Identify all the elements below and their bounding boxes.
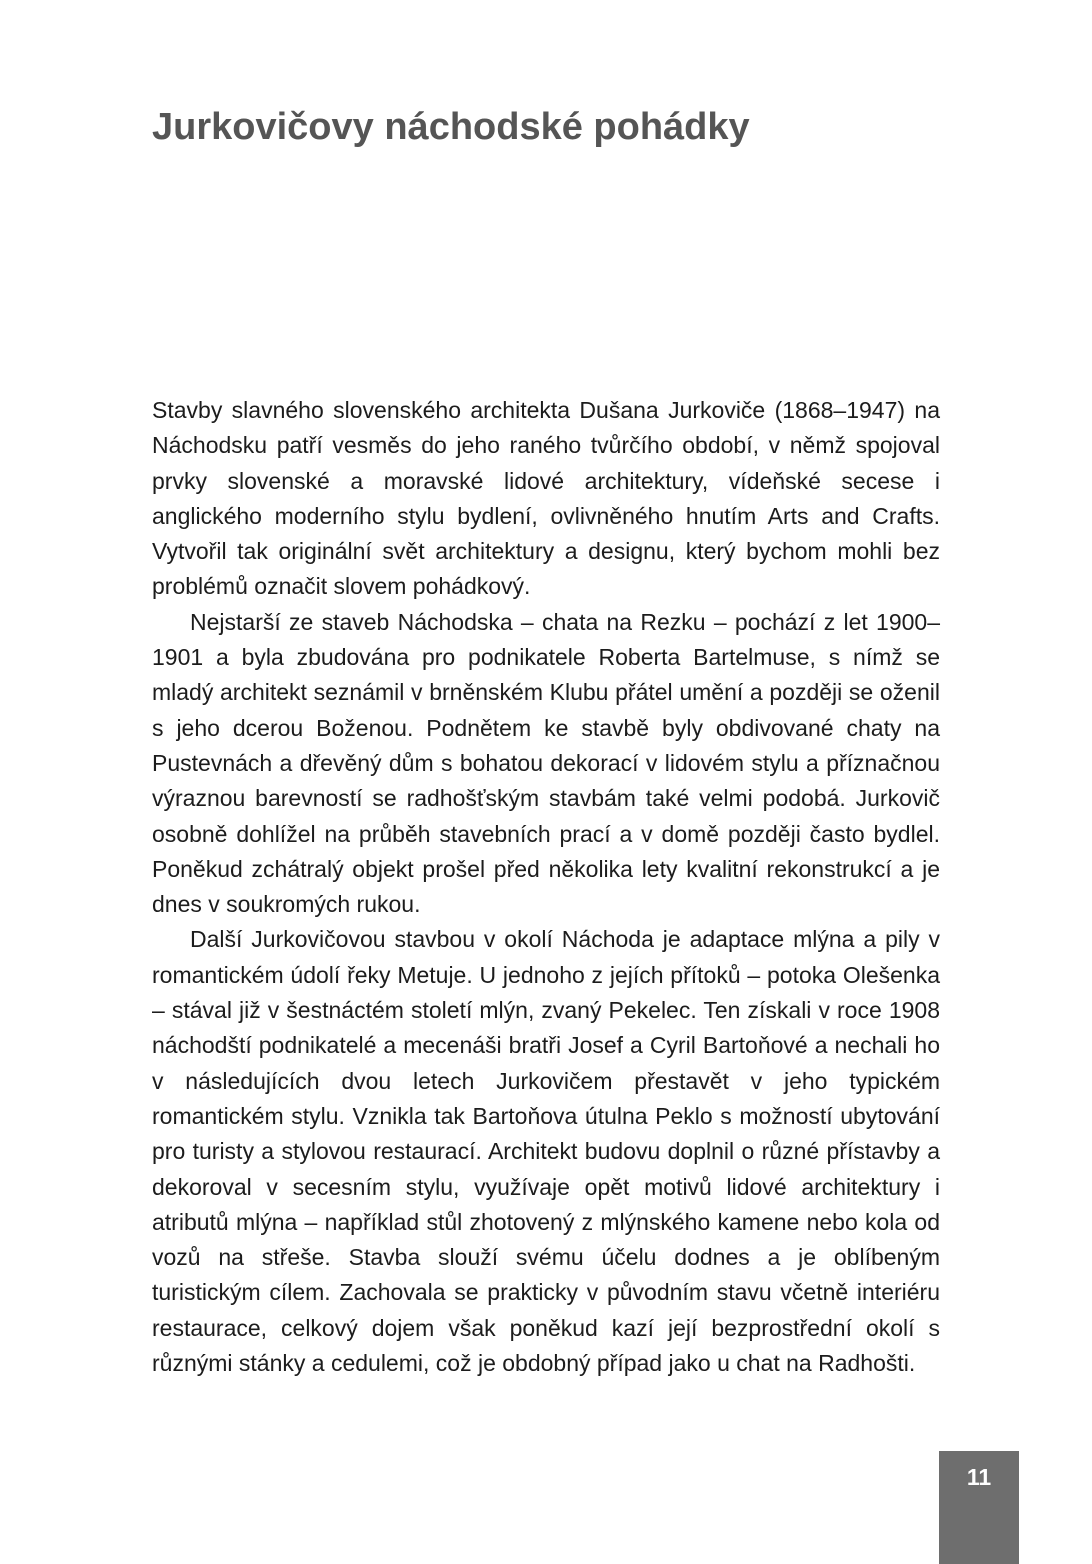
page-title: Jurkovičovy náchodské pohádky	[152, 106, 750, 148]
page-number-tab	[939, 1451, 1019, 1564]
paragraph-2: Nejstarší ze staveb Náchodska – chata na Rezku – pochází z let 1900–1901 a byla zbudována pro podnikatele Roberta Bartelmuse, s nímž se mladý architekt seznámil v brněnském Klubu přátel umění a později se oženil s jeho dcerou Boženou. Podnětem ke stavbě byly obdivované chaty na Pustevnách a dřevěný dům s bohatou dekorací v lidovém stylu a příznačnou výraznou barevností se radhošťským stavbám také velmi podobá. Jurkovič osobně dohlížel na průběh stavebních prací a v domě později často bydlel. Poněkud zchátralý objekt prošel před několika lety kvalitní rekonstrukcí a je dnes v soukromých rukou.	[152, 608, 940, 918]
page-number: 11	[966, 1464, 992, 1490]
article-body	[152, 393, 940, 1381]
paragraph-1: Stavby slavného slovenského architekta Dušana Jurkoviče (1868–1947) na Náchodsku patří vesměs do jeho raného tvůrčího období, v němž spojoval prvky slovenské a moravské lidové architektury, vídeňské secese i anglického moderního stylu bydlení, ovlivněného hnutím Arts and Crafts. Vytvořil tak originální svět architektury a designu, který bychom mohli bez problémů označit slovem pohádkový.	[152, 397, 940, 600]
paragraph-3: Další Jurkovičovou stavbou v okolí Náchoda je adaptace mlýna a pily v romantickém údolí řeky Metuje. U jednoho z jejích přítoků – potoka Olešenka – stával již v šestnáctém století mlýn, zvaný Pekelec. Ten získali v roce 1908 náchodští podnikatelé a mecenáši bratři Josef a Cyril Bartoňové a nechali ho v následujících dvou letech Jurkovičem přestavět v jeho typickém romantickém stylu. Vznikla tak Bartoňova útulna Peklo s možností ubytování pro turisty a stylovou restaurací. Architekt budovu doplnil o různé přístavby a dekoroval v secesním stylu, využívaje opět motivů lidové architektury i atributů mlýna – například stůl zhotovený z mlýnského kamene nebo kola od vozů na střeše. Stavba slouží svému účelu dodnes a je oblíbeným turistickým cílem. Zachovala se prakticky v původním stavu včetně interiéru restaurace, celkový dojem však poněkud kazí její bezprostřední okolí s různými stánky a cedulemi, což je obdobný případ jako u chat na Radhošti.	[152, 926, 940, 1377]
